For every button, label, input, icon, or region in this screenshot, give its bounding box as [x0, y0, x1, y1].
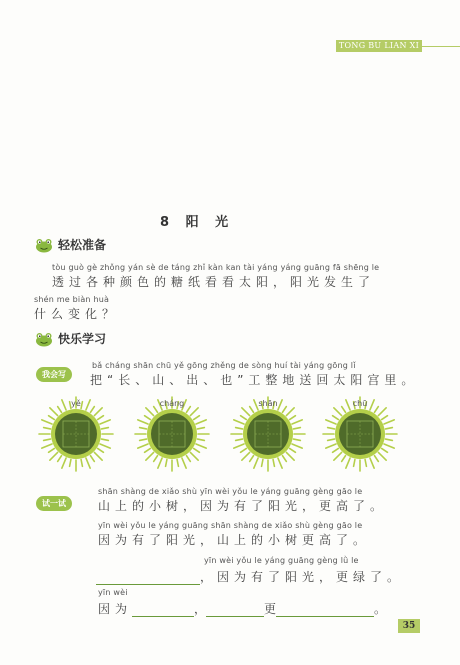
- sentence4-comma: ，: [194, 602, 207, 616]
- sentence3-pinyin: yīn wèi yǒu le yáng guāng gèng lǜ le: [204, 556, 359, 565]
- sentence2-pinyin: yīn wèi yǒu le yáng guāng shān shàng de xiǎo shù gèng gāo le: [98, 521, 363, 530]
- section-title-learn: 快乐学习: [58, 332, 107, 346]
- sentence4-word-because: 因为: [98, 602, 133, 616]
- sentence2-text: 因为有了阳光，山上的小树更高了。: [98, 533, 371, 547]
- section-heading-learn: [34, 330, 106, 347]
- write-instruction-text: 把“长、山、出、也”工整地送回太阳宫里。: [90, 373, 419, 387]
- sentence4-word-more: 更: [264, 602, 277, 616]
- lesson-title: 8 阳 光: [160, 215, 235, 230]
- answer-blank[interactable]: [276, 606, 374, 617]
- answer-blank[interactable]: [96, 574, 200, 585]
- answer-blank[interactable]: [206, 606, 264, 617]
- sentence4-pinyin: yīn wèi: [98, 588, 128, 597]
- sun-pinyin-label: cháng: [159, 399, 185, 408]
- sun-figure: [322, 396, 398, 476]
- badge-try-it: 试一试: [36, 496, 72, 511]
- sun-pinyin-label: chū: [352, 399, 368, 408]
- frog-icon: [34, 237, 54, 253]
- sun-pinyin-label: shān: [258, 399, 278, 408]
- sentence1-pinyin: shān shàng de xiǎo shù yīn wèi yǒu le yáng guāng gèng gāo le: [98, 487, 363, 496]
- answer-blank[interactable]: [132, 606, 194, 617]
- sentence1-text: 山上的小树，因为有了阳光，更高了。: [98, 499, 388, 513]
- series-label: TONG BU LIAN XI: [336, 40, 422, 52]
- sentence4-row: [98, 598, 386, 617]
- header-rule: [422, 46, 460, 47]
- prepare-line1-pinyin: tòu guò gè zhǒng yán sè de táng zhǐ kàn kan tài yáng yáng guāng fā shēng le: [52, 263, 380, 272]
- sun-figure: [38, 396, 114, 476]
- prepare-line2-pinyin: shén me biàn huà: [34, 295, 110, 304]
- sentence3-text: ，因为有了阳光，更绿了。: [200, 570, 405, 584]
- sun-figure: [230, 396, 306, 476]
- prepare-line2-text: 什么变化？: [34, 307, 120, 321]
- section-title-prepare: 轻松准备: [58, 238, 107, 252]
- section-heading-prepare: [34, 236, 106, 253]
- page-number: 35: [398, 619, 420, 633]
- sentence3-row: [96, 566, 404, 585]
- badge-i-can-write: 我会写: [36, 367, 72, 382]
- prepare-line1-text: 透过各种颜色的糖纸看看太阳，阳光发生了: [52, 275, 376, 289]
- sentence4-end: 。: [374, 602, 387, 616]
- write-instruction-pinyin: bǎ cháng shān chū yě gōng zhěng de sòng huí tài yáng gōng lǐ: [92, 361, 356, 370]
- frog-icon: [34, 331, 54, 347]
- sun-pinyin-label: yě: [71, 399, 81, 408]
- sun-figure: [134, 396, 210, 476]
